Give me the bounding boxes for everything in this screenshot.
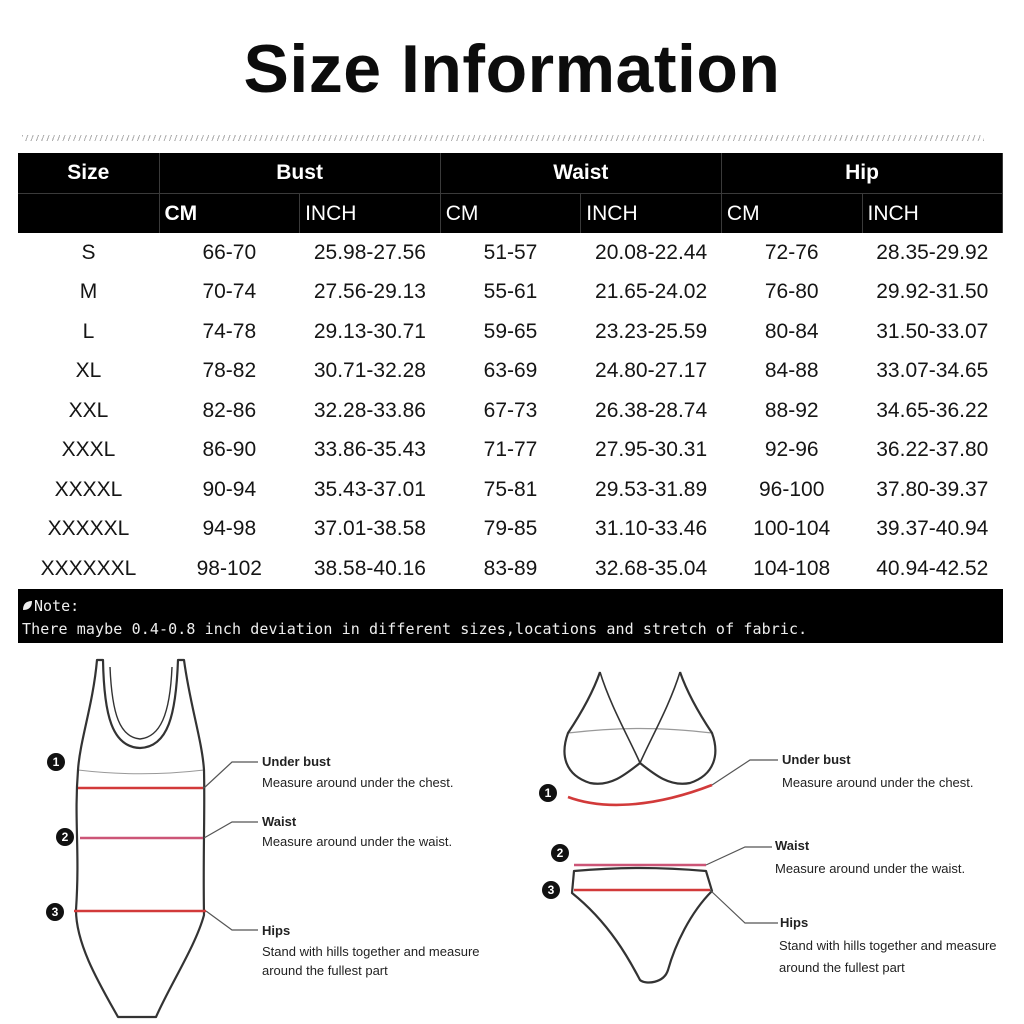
value-cell: 96-100 (759, 477, 825, 501)
value-cell: 31.10-33.46 (595, 517, 708, 541)
desc-waist-right: Measure around under the waist. (775, 861, 966, 876)
value-cell: 82-86 (202, 398, 257, 422)
header-unit-empty (18, 194, 159, 234)
measurement-diagram (0, 645, 1024, 1024)
value-cell: 37.01-38.58 (313, 517, 426, 541)
header-waist: Waist (440, 153, 721, 194)
note-heading: Note: (34, 597, 80, 615)
marker-3-right: 3 (547, 883, 555, 897)
value-cell: 32.68-35.04 (595, 556, 708, 580)
value-cell: 92-96 (764, 438, 819, 462)
desc-under-bust-right: Measure around under the chest. (782, 775, 974, 790)
value-cell: 80-84 (764, 319, 819, 343)
table-row (18, 470, 1003, 510)
desc-waist-left: Measure around under the waist. (262, 834, 453, 849)
note-text: There maybe 0.4-0.8 inch deviation in different sizes,locations and stretch of fabric. (22, 620, 808, 638)
label-waist-right: Waist (775, 838, 810, 853)
size-cell: S (81, 240, 96, 264)
label-hips-right: Hips (780, 915, 809, 930)
note-box (18, 589, 1003, 643)
value-cell: 31.50-33.07 (876, 319, 989, 343)
value-cell: 23.23-25.59 (595, 319, 708, 343)
value-cell: 40.94-42.52 (876, 556, 989, 580)
table-row (18, 233, 1003, 273)
value-cell: 71-77 (483, 438, 538, 462)
value-cell: 20.08-22.44 (595, 240, 708, 264)
size-cell: XL (75, 359, 102, 383)
table-row (18, 510, 1003, 550)
value-cell: 21.65-24.02 (595, 280, 708, 304)
value-cell: 59-65 (483, 319, 538, 343)
value-cell: 100-104 (753, 517, 831, 541)
header-unit-hip-inch: INCH (862, 194, 1003, 234)
value-cell: 98-102 (196, 556, 262, 580)
header-unit-bust-inch: INCH (300, 194, 441, 234)
value-cell: 79-85 (483, 517, 538, 541)
value-cell: 33.07-34.65 (876, 359, 989, 383)
marker-2-left: 2 (61, 830, 69, 844)
bikini-illustration (564, 672, 715, 983)
size-cell: XXXXXL (47, 517, 130, 541)
bikini-markers (539, 784, 569, 899)
value-cell: 84-88 (764, 359, 819, 383)
size-cell: M (79, 280, 98, 304)
value-cell: 86-90 (202, 438, 257, 462)
marker-2-right: 2 (556, 846, 564, 860)
table-row (18, 431, 1003, 471)
value-cell: 36.22-37.80 (876, 438, 989, 462)
value-cell: 90-94 (202, 477, 257, 501)
label-hips-left: Hips (262, 923, 291, 938)
page-title: Size Information (243, 31, 781, 107)
value-cell: 35.43-37.01 (313, 477, 426, 501)
size-cell: XXXXL (54, 477, 123, 501)
bikini-measure-lines (568, 785, 712, 890)
value-cell: 76-80 (764, 280, 819, 304)
value-cell: 72-76 (764, 240, 819, 264)
header-unit-waist-cm: CM (440, 194, 581, 234)
size-table (18, 153, 1003, 589)
marker-1-right: 1 (544, 786, 552, 800)
header-hip: Hip (721, 153, 1002, 194)
size-cell: L (82, 319, 95, 343)
desc-hips-left-2: around the fullest part (262, 963, 388, 978)
value-cell: 33.86-35.43 (313, 438, 426, 462)
value-cell: 39.37-40.94 (876, 517, 989, 541)
value-cell: 27.56-29.13 (313, 280, 426, 304)
leaf-icon (22, 597, 34, 615)
value-cell: 75-81 (483, 477, 538, 501)
desc-hips-right-2: around the fullest part (779, 960, 905, 975)
value-cell: 38.58-40.16 (313, 556, 426, 580)
value-cell: 24.80-27.17 (595, 359, 708, 383)
value-cell: 29.92-31.50 (876, 280, 989, 304)
value-cell: 29.13-30.71 (313, 319, 426, 343)
value-cell: 29.53-31.89 (595, 477, 708, 501)
value-cell: 27.95-30.31 (595, 438, 708, 462)
marker-1-left: 1 (52, 755, 60, 769)
value-cell: 94-98 (202, 517, 257, 541)
value-cell: 51-57 (483, 240, 538, 264)
value-cell: 28.35-29.92 (876, 240, 989, 264)
size-cell: XXXXXXL (40, 556, 137, 580)
value-cell: 34.65-36.22 (876, 398, 989, 422)
marker-3-left: 3 (51, 905, 59, 919)
value-cell: 67-73 (483, 398, 538, 422)
value-cell: 70-74 (202, 280, 257, 304)
value-cell: 30.71-32.28 (313, 359, 426, 383)
table-row (18, 273, 1003, 313)
header-bust: Bust (159, 153, 440, 194)
value-cell: 74-78 (202, 319, 257, 343)
desc-under-bust-left: Measure around under the chest. (262, 775, 454, 790)
swimsuit-leader-lines (204, 762, 258, 930)
bikini-leader-lines (706, 760, 778, 923)
table-row (18, 549, 1003, 589)
desc-hips-right-1: Stand with hills together and measure (779, 938, 997, 953)
table-row (18, 391, 1003, 431)
value-cell: 55-61 (483, 280, 538, 304)
value-cell: 63-69 (483, 359, 538, 383)
label-under-bust-right: Under bust (782, 752, 851, 767)
value-cell: 88-92 (764, 398, 819, 422)
value-cell: 104-108 (753, 556, 831, 580)
desc-hips-left-1: Stand with hills together and measure (262, 944, 480, 959)
swimsuit-markers (46, 753, 74, 921)
header-unit-hip-cm: CM (721, 194, 862, 234)
label-under-bust-left: Under bust (262, 754, 331, 769)
note-heading-line (22, 597, 79, 615)
label-waist-left: Waist (262, 814, 297, 829)
table-row (18, 352, 1003, 392)
value-cell: 66-70 (202, 240, 257, 264)
size-cell: XXL (68, 398, 109, 422)
table-row (18, 312, 1003, 352)
value-cell: 83-89 (483, 556, 538, 580)
header-unit-row (18, 194, 1003, 234)
value-cell: 32.28-33.86 (313, 398, 426, 422)
header-size: Size (18, 153, 159, 194)
swimsuit-measure-lines (74, 788, 206, 911)
dotted-divider (22, 135, 984, 141)
value-cell: 37.80-39.37 (876, 477, 989, 501)
value-cell: 26.38-28.74 (595, 398, 708, 422)
header-group-row (18, 153, 1003, 194)
value-cell: 78-82 (202, 359, 257, 383)
header-unit-bust-cm: CM (159, 194, 300, 234)
header-unit-waist-inch: INCH (581, 194, 722, 234)
size-cell: XXXL (61, 438, 116, 462)
value-cell: 25.98-27.56 (313, 240, 426, 264)
